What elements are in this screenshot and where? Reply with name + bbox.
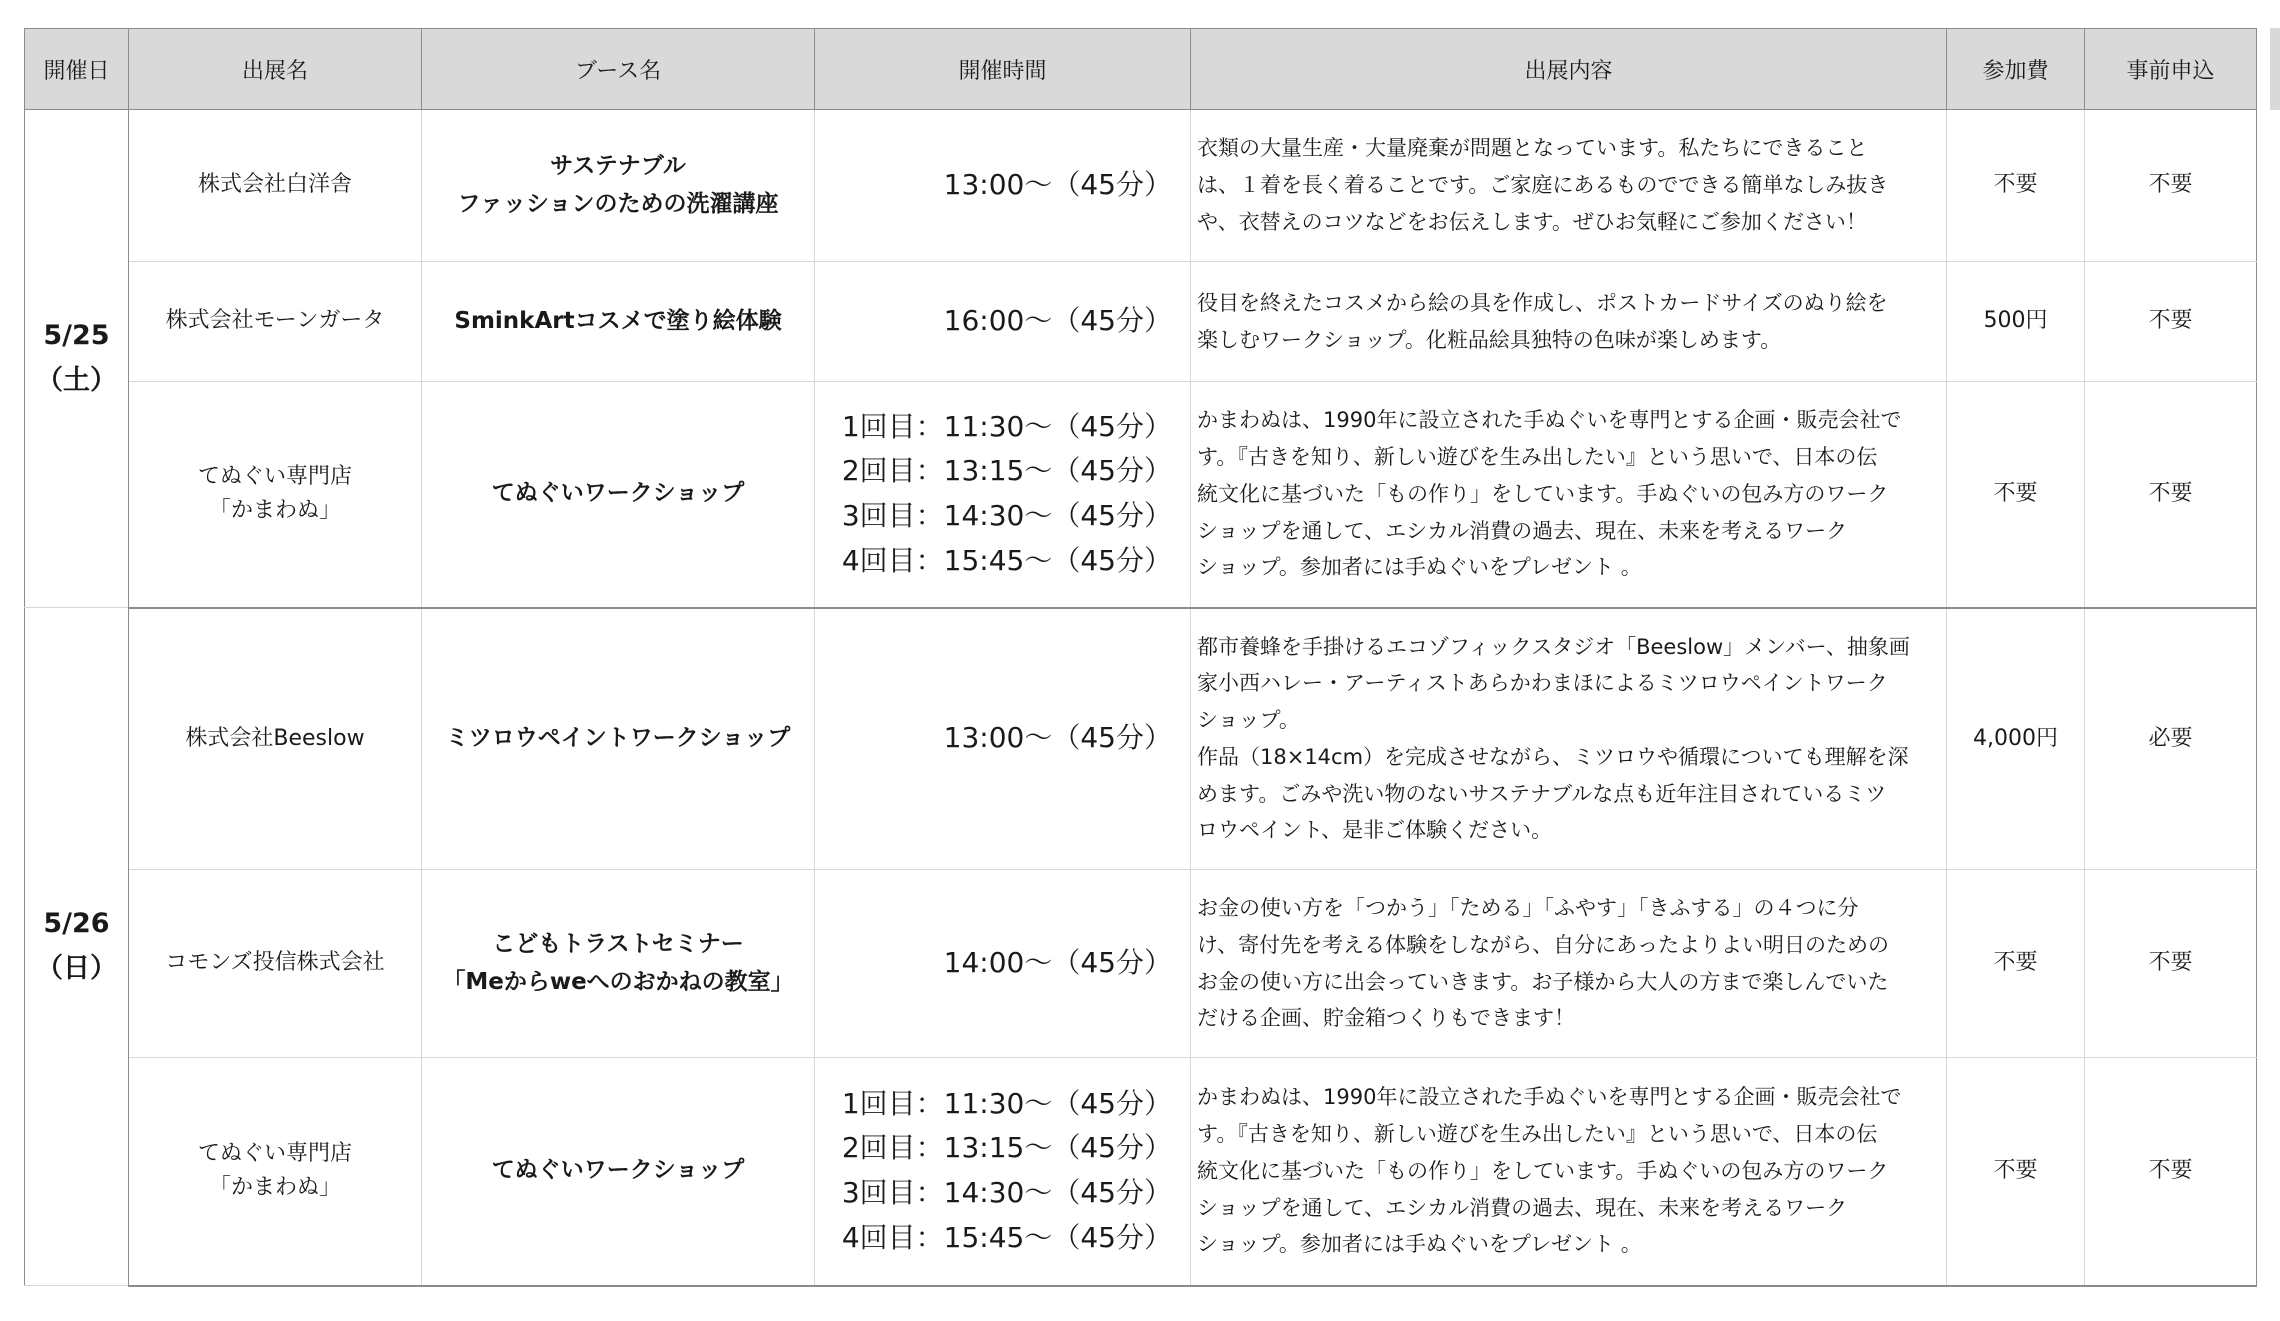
content-cell: かまわぬは、1990年に設立された手ぬぐいを専門とする企画・販売会社で す。『古きを知り、新しい遊びを生み出したい』という思いで、日本の伝 統文化に基づいた「もの作り」をしています。手ぬぐいの包み方のワーク ショップを通して、エシカル消費の過去、現在、未来を考えるワーク ショップ。参加者には手ぬぐいをプレゼント 。	[1191, 382, 1947, 608]
fee-cell: 不要	[1947, 1058, 2085, 1286]
fee-cell: 500円	[1947, 262, 2085, 382]
booth-cell: てぬぐいワークショップ	[422, 1058, 815, 1286]
time-cell: 16:00～（45分）	[815, 262, 1191, 382]
booth-cell: てぬぐいワークショップ	[422, 382, 815, 608]
preregistration-cell: 必要	[2085, 608, 2257, 870]
preregistration-cell: 不要	[2085, 870, 2257, 1058]
content-cell: 役目を終えたコスメから絵の具を作成し、ポストカードサイズのぬり絵を 楽しむワークショップ。化粧品絵具独特の色味が楽しめます。	[1191, 262, 1947, 382]
exhibitor-cell: 株式会社白洋舎	[129, 110, 422, 262]
content-cell: お金の使い方を「つかう」「ためる」「ふやす」「きふする」の４つに分 け、寄付先を考える体験をしながら、自分にあったよりよい明日のための お金の使い方に出会っていきます。お子様から大人の方まで楽しんでいた だける企画、貯金箱つくりもできます！	[1191, 870, 1947, 1058]
preregistration-cell: 不要	[2085, 1058, 2257, 1286]
preregistration-cell: 不要	[2085, 382, 2257, 608]
booth-cell: サステナブル ファッションのための洗濯講座	[422, 110, 815, 262]
preregistration-cell: 不要	[2085, 262, 2257, 382]
time-cell: 1回目：11:30～（45分） 2回目：13:15～（45分） 3回目：14:30～（45分） 4回目：15:45～（45分）	[815, 382, 1191, 608]
fee-cell: 4,000円	[1947, 608, 2085, 870]
date-cell	[25, 608, 129, 1286]
booth-cell: こどもトラストセミナー 「Meからweへのおかねの教室」	[422, 870, 815, 1058]
weekday-text: （土）	[36, 364, 117, 396]
exhibitor-cell: てぬぐい専門店 「かまわぬ」	[129, 382, 422, 608]
content-cell: 都市養蜂を手掛けるエコゾフィックスタジオ「Beeslow」メンバー、抽象画 家小西ハレー・アーティストあらかわまほによるミツロウペイントワーク ショップ。 作品（18×14cm）を完成させながら、ミツロウや循環についても理解を深 めます。ごみや洗い物のないサステナブルな点も近年注目されているミツ ロウペイント、是非ご体験ください。	[1191, 608, 1947, 870]
table-row	[25, 110, 2257, 262]
table-row	[25, 1058, 2257, 1286]
time-cell: 13:00～（45分）	[815, 110, 1191, 262]
header-row	[25, 29, 2257, 110]
time-cell: 14:00～（45分）	[815, 870, 1191, 1058]
table-row	[25, 870, 2257, 1058]
time-cell: 1回目：11:30～（45分） 2回目：13:15～（45分） 3回目：14:30～（45分） 4回目：15:45～（45分）	[815, 1058, 1191, 1286]
table-row	[25, 382, 2257, 608]
time-cell: 13:00～（45分）	[815, 608, 1191, 870]
exhibitor-cell: てぬぐい専門店 「かまわぬ」	[129, 1058, 422, 1286]
preregistration-cell: 不要	[2085, 110, 2257, 262]
booth-cell: ミツロウペイントワークショップ	[422, 608, 815, 870]
header-time: 開催時間	[815, 29, 1191, 110]
table-row	[25, 262, 2257, 382]
date-cell	[25, 110, 129, 608]
fee-cell: 不要	[1947, 110, 2085, 262]
date-text: 5/25	[43, 319, 110, 351]
exhibition-schedule-table	[24, 28, 2257, 1287]
exhibitor-cell: 株式会社Beeslow	[129, 608, 422, 870]
header-preregistration: 事前申込	[2085, 29, 2257, 110]
header-fee: 参加費	[1947, 29, 2085, 110]
content-cell: 衣類の大量生産・大量廃棄が問題となっています。私たちにできること は、１着を長く着ることです。ご家庭にあるものでできる簡単なしみ抜き や、衣替えのコツなどをお伝えします。ぜひお気軽にご参加ください！	[1191, 110, 1947, 262]
header-content: 出展内容	[1191, 29, 1947, 110]
table-row	[25, 608, 2257, 870]
header-date: 開催日	[25, 29, 129, 110]
fee-cell: 不要	[1947, 382, 2085, 608]
exhibitor-cell: コモンズ投信株式会社	[129, 870, 422, 1058]
content-cell: かまわぬは、1990年に設立された手ぬぐいを専門とする企画・販売会社で す。『古きを知り、新しい遊びを生み出したい』という思いで、日本の伝 統文化に基づいた「もの作り」をしています。手ぬぐいの包み方のワーク ショップを通して、エシカル消費の過去、現在、未来を考えるワーク ショップ。参加者には手ぬぐいをプレゼント 。	[1191, 1058, 1947, 1286]
scrollbar-edge[interactable]	[2270, 28, 2280, 110]
date-text: 5/26	[43, 907, 110, 939]
header-exhibitor: 出展名	[129, 29, 422, 110]
booth-cell: SminkArtコスメで塗り絵体験	[422, 262, 815, 382]
header-booth: ブース名	[422, 29, 815, 110]
fee-cell: 不要	[1947, 870, 2085, 1058]
weekday-text: （日）	[36, 952, 117, 984]
exhibitor-cell: 株式会社モーンガータ	[129, 262, 422, 382]
schedule-table-container	[24, 28, 2257, 1287]
